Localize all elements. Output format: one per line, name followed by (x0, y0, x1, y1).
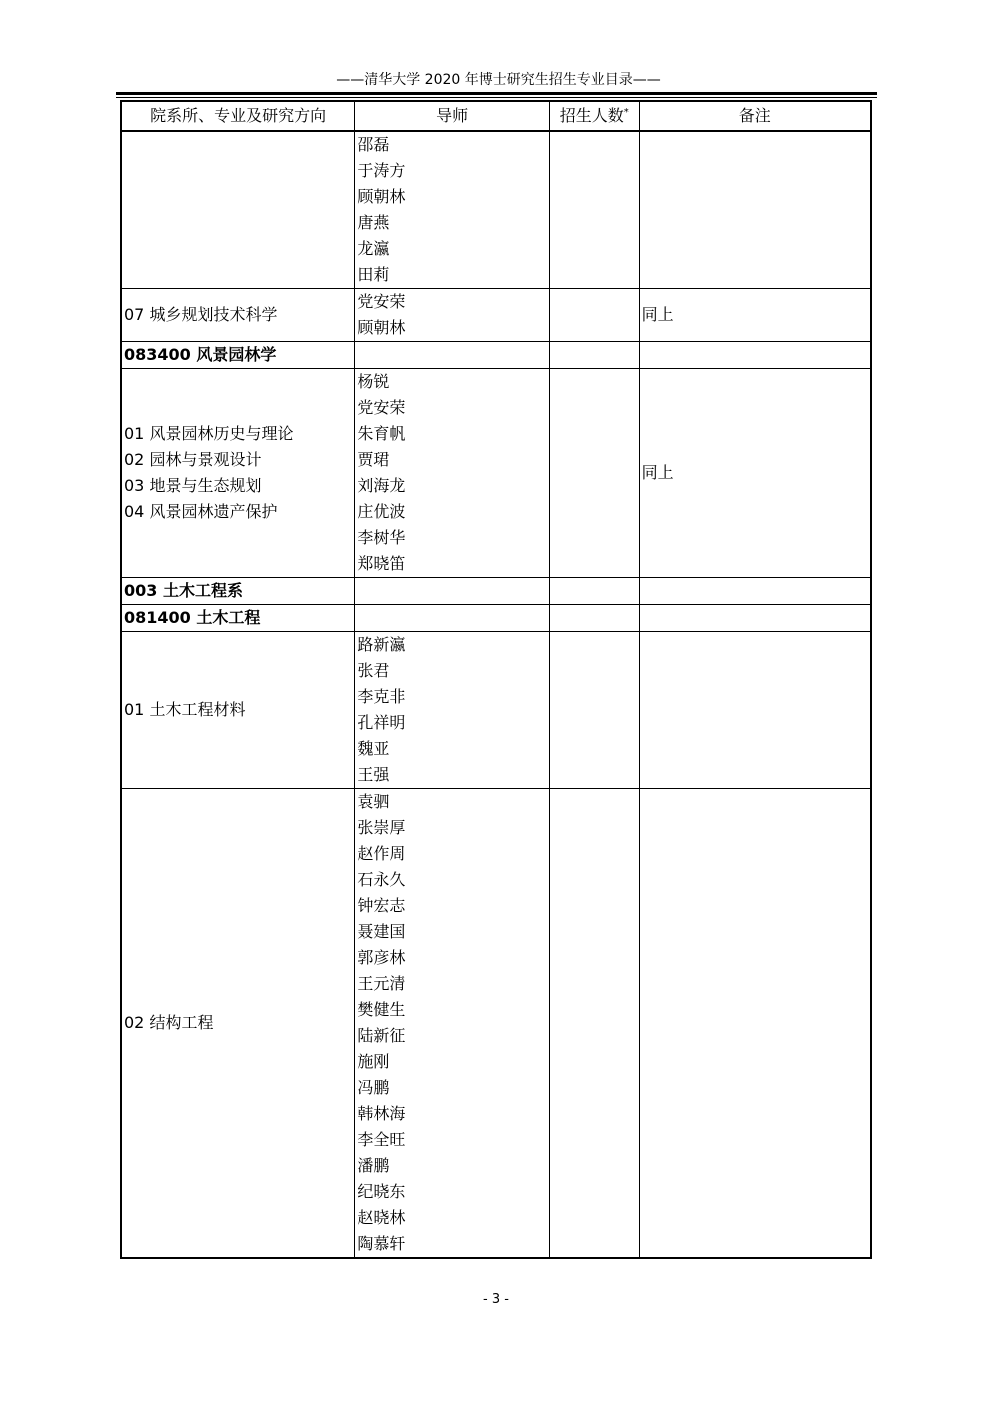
advisor-name: 樊健生 (357, 1000, 406, 1019)
research-direction: 07 城乡规划技术科学 (124, 305, 278, 324)
table-row (121, 789, 871, 1259)
advisor-name: 赵晓林 (357, 1208, 406, 1227)
advisor-name: 顾朝林 (357, 187, 406, 206)
table-row (121, 131, 871, 289)
advisor-name: 施刚 (357, 1052, 390, 1071)
section-label: 003 土木工程系 (121, 578, 355, 605)
advisor-list-cell (355, 632, 550, 789)
advisor-name: 郭彦林 (357, 948, 406, 967)
table-row (121, 632, 871, 789)
quota-cell (549, 632, 639, 789)
page-header-title: ——清华大学 2020 年博士研究生招生专业目录—— (336, 72, 661, 88)
advisor-name: 李克非 (357, 687, 406, 706)
advisor-list-cell (355, 369, 550, 578)
advisor-list-cell (355, 289, 550, 342)
table-body (121, 131, 871, 1258)
advisor-name: 郑晓笛 (357, 554, 406, 573)
research-direction: 01 风景园林历史与理论 (124, 424, 294, 443)
research-direction: 02 结构工程 (124, 1013, 214, 1032)
table-header-row (121, 101, 871, 131)
advisor-name: 贾珺 (357, 450, 390, 469)
advisor-name: 王强 (357, 765, 390, 784)
header-rule-thin (116, 97, 877, 98)
advisor-name: 党安荣 (357, 292, 406, 311)
research-direction-cell (121, 369, 355, 578)
advisor-name: 党安荣 (357, 398, 406, 417)
advisor-list-cell (355, 131, 550, 289)
research-direction: 04 风景园林遗产保护 (124, 502, 278, 521)
note-cell: 同上 (639, 289, 871, 342)
advisor-list-cell (355, 789, 550, 1259)
note-cell (639, 131, 871, 289)
note-cell: 同上 (639, 369, 871, 578)
advisor-name: 庄优波 (357, 502, 406, 521)
advisor-name: 邵磊 (357, 135, 390, 154)
advisor-name: 张崇厚 (357, 818, 406, 837)
empty-cell (549, 578, 639, 605)
enrollment-catalog-table (120, 100, 872, 1259)
advisor-name: 纪晓东 (357, 1182, 406, 1201)
advisor-name: 魏亚 (357, 739, 390, 758)
advisor-name: 陶慕轩 (357, 1234, 406, 1253)
section-row (121, 605, 871, 632)
empty-cell (549, 342, 639, 369)
page-number: - 3 - (483, 1292, 509, 1307)
column-header-department: 院系所、专业及研究方向 (121, 101, 355, 131)
column-header-note: 备注 (639, 101, 871, 131)
advisor-name: 李全旺 (357, 1130, 406, 1149)
header-rule (116, 92, 877, 95)
quota-cell (549, 369, 639, 578)
advisor-name: 于涛方 (357, 161, 406, 180)
advisor-name: 孔祥明 (357, 713, 406, 732)
advisor-name: 顾朝林 (357, 318, 406, 337)
column-header-quota-label: 招生人数 (559, 106, 624, 125)
section-label: 081400 土木工程 (121, 605, 355, 632)
advisor-name: 王元清 (357, 974, 406, 993)
advisor-name: 田莉 (357, 265, 390, 284)
empty-cell (355, 605, 550, 632)
empty-cell (639, 605, 871, 632)
advisor-name: 钟宏志 (357, 896, 406, 915)
advisor-name: 陆新征 (357, 1026, 406, 1045)
advisor-name: 冯鹏 (357, 1078, 390, 1097)
advisor-name: 聂建国 (357, 922, 406, 941)
quota-footnote-mark: * (623, 107, 629, 118)
research-direction: 02 园林与景观设计 (124, 450, 262, 469)
table-row (121, 369, 871, 578)
research-direction: 03 地景与生态规划 (124, 476, 262, 495)
quota-cell (549, 789, 639, 1259)
research-direction-cell (121, 131, 355, 289)
quota-cell (549, 289, 639, 342)
note-cell (639, 632, 871, 789)
empty-cell (549, 605, 639, 632)
table-row (121, 289, 871, 342)
research-direction-cell (121, 289, 355, 342)
advisor-name: 赵作周 (357, 844, 406, 863)
empty-cell (639, 578, 871, 605)
section-row (121, 342, 871, 369)
advisor-name: 杨锐 (357, 372, 390, 391)
empty-cell (355, 578, 550, 605)
advisor-name: 路新瀛 (357, 635, 406, 654)
advisor-name: 石永久 (357, 870, 406, 889)
advisor-name: 张君 (357, 661, 390, 680)
research-direction-cell (121, 632, 355, 789)
advisor-name: 李树华 (357, 528, 406, 547)
advisor-name: 刘海龙 (357, 476, 406, 495)
column-header-quota (549, 101, 639, 131)
advisor-name: 朱育帆 (357, 424, 406, 443)
section-label: 083400 风景园林学 (121, 342, 355, 369)
column-header-advisor: 导师 (355, 101, 550, 131)
advisor-name: 龙瀛 (357, 239, 390, 258)
quota-cell (549, 131, 639, 289)
note-cell (639, 789, 871, 1259)
research-direction-cell (121, 789, 355, 1259)
advisor-name: 潘鹏 (357, 1156, 390, 1175)
advisor-name: 唐燕 (357, 213, 390, 232)
advisor-name: 袁驷 (357, 792, 390, 811)
empty-cell (639, 342, 871, 369)
section-row (121, 578, 871, 605)
advisor-name: 韩林海 (357, 1104, 406, 1123)
research-direction: 01 土木工程材料 (124, 700, 246, 719)
empty-cell (355, 342, 550, 369)
